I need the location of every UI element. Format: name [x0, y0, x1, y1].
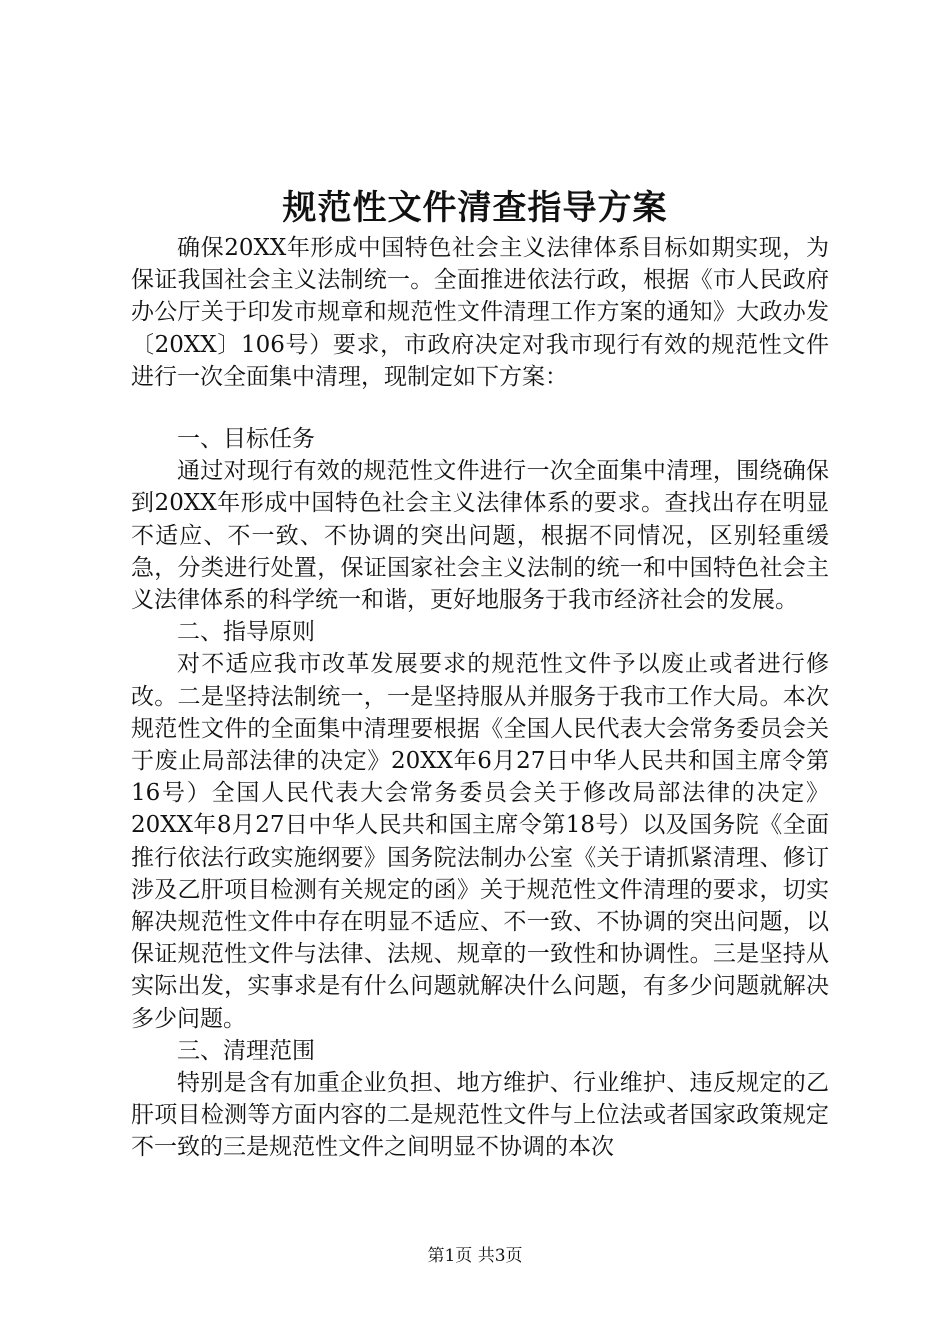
section-1-text: 通过对现行有效的规范性文件进行一次全面集中清理，围绕确保到20XX年形成中国特色社会主义法律体系的要求。查找出存在明显不适应、不一致、不协调的突出问题，根据不同情况，区别轻重缓急，分类进行处置，保证国家社会主义法制的统一和中国特色社会主义法律体系的科学统一和谐，更好地服务于我市经济社会的发展。 [131, 458, 829, 614]
section-2-text: 对不适应我市改革发展要求的规范性文件予以废止或者进行修改。二是坚持法制统一，一是坚持服从并服务于我市工作大局。本次规范性文件的全面集中清理要根据《全国人民代表大会常务委员会关于废止局部法律的决定》20XX年6月27日中华人民共和国主席令第16号）全国人民代表大会常务委员会关于修改局部法律的决定》20XX年8月27日中华人民共和国主席令第18号）以及国务院《全面推行依法行政实施纲要》国务院法制办公室《关于请抓紧清理、修订涉及乙肝项目检测有关规定的函》关于规范性文件清理的要求，切实解决规范性文件中存在明显不适应、不一致、不协调的突出问题，以保证规范性文件与法律、法规、规章的一致性和协调性。三是坚持从实际出发，实事求是有什么问题就解决什么问题，有多少问题就解决多少问题。 [131, 651, 829, 1032]
section-3-text: 特别是含有加重企业负担、地方维护、行业维护、违反规定的乙肝项目检测等方面内容的二是规范性文件与上位法或者国家政策规定不一致的三是规范性文件之间明显不协调的本次 [131, 1070, 829, 1161]
document-body [131, 232, 829, 1164]
page-footer: 第1页 共3页 [427, 1246, 523, 1266]
section-3-heading: 三、清理范围 [177, 1037, 315, 1064]
section-2-heading: 二、指导原则 [177, 619, 315, 646]
intro-paragraph: 确保20XX年形成中国特色社会主义法律体系目标如期实现，为保证我国社会主义法制统一。全面推进依法行政，根据《市人民政府办公厅关于印发市规章和规范性文件清理工作方案的通知》大政办发〔20XX〕106号）要求，市政府决定对我市现行有效的规范性文件进行一次全面集中清理，现制定如下方案： [131, 235, 829, 390]
document-title: 规范性文件清查指导方案 [282, 188, 668, 228]
section-1-heading: 一、目标任务 [177, 426, 315, 453]
paragraph-spacer [131, 393, 829, 423]
